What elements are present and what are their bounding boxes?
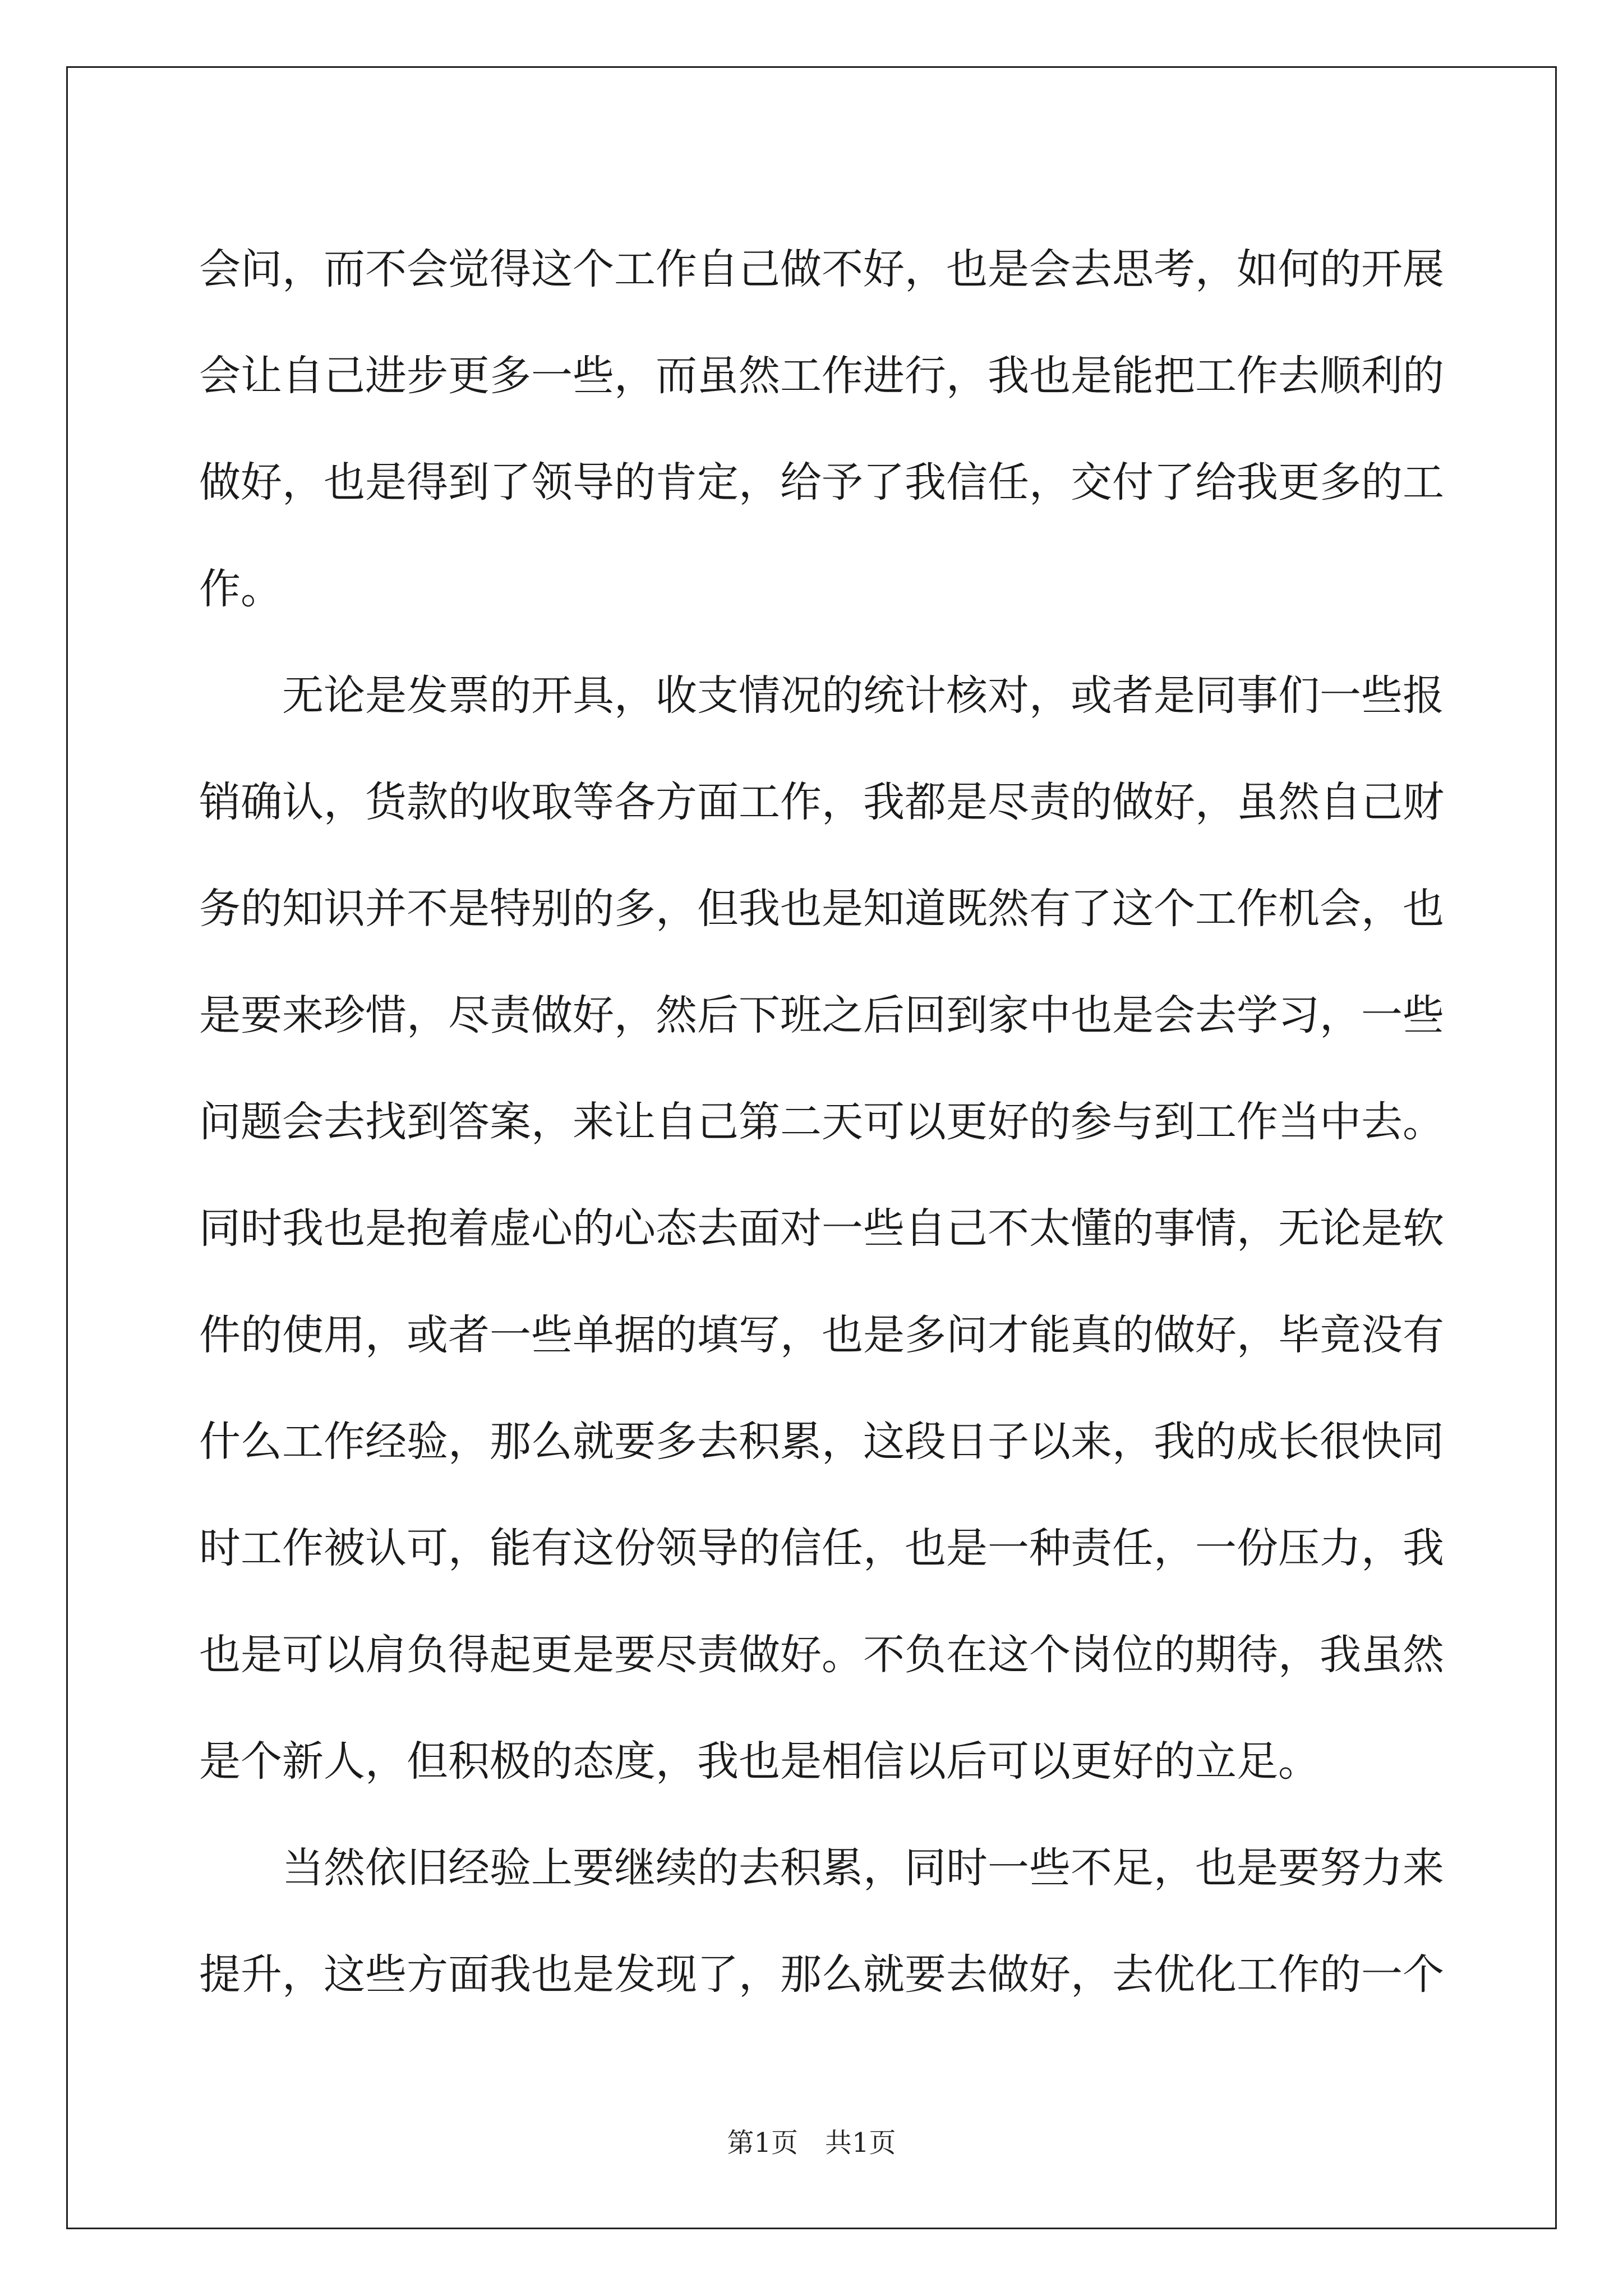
text-line-10: 同时我也是抱着虚心的心态去面对一些自己不太懂的事情，无论是软 — [199, 1204, 1444, 1253]
text-line-9: 问题会去找到答案，来让自己第二天可以更好的参与到工作当中去。 — [199, 1098, 1444, 1146]
text-line-4: 作。 — [199, 565, 282, 613]
text-line-16: 当然依旧经验上要继续的去积累，同时一些不足，也是要努力来 — [282, 1844, 1444, 1892]
text-line-7: 务的知识并不是特别的多，但我也是知道既然有了这个工作机会，也 — [199, 885, 1444, 933]
text-line-11: 件的使用，或者一些单据的填写，也是多问才能真的做好，毕竟没有 — [199, 1311, 1444, 1359]
page-footer — [0, 2126, 1623, 2160]
text-line-17: 提升，这些方面我也是发现了，那么就要去做好，去优化工作的一个 — [199, 1950, 1444, 1999]
page-total: 共1页 — [825, 2127, 896, 2159]
text-line-6: 销确认，货款的收取等各方面工作，我都是尽责的做好，虽然自己财 — [199, 778, 1444, 826]
text-line-15: 是个新人，但积极的态度，我也是相信以后可以更好的立足。 — [199, 1737, 1320, 1786]
text-line-13: 时工作被认可，能有这份领导的信任，也是一种责任，一份压力，我 — [199, 1524, 1444, 1572]
text-line-3: 做好，也是得到了领导的肯定，给予了我信任，交付了给我更多的工 — [199, 458, 1444, 507]
text-line-1: 会问，而不会觉得这个工作自己做不好，也是会去思考，如何的开展 — [199, 245, 1444, 293]
text-line-5: 无论是发票的开具，收支情况的统计核对，或者是同事们一些报 — [282, 671, 1444, 720]
text-line-14: 也是可以肩负得起更是要尽责做好。不负在这个岗位的期待，我虽然 — [199, 1631, 1444, 1679]
document-body — [199, 216, 1444, 2028]
text-line-12: 什么工作经验，那么就要多去积累，这段日子以来，我的成长很快同 — [199, 1418, 1444, 1466]
text-line-8: 是要来珍惜，尽责做好，然后下班之后回到家中也是会去学习，一些 — [199, 991, 1444, 1039]
page-number: 第1页 — [727, 2127, 798, 2159]
text-line-2: 会让自己进步更多一些，而虽然工作进行，我也是能把工作去顺利的 — [199, 352, 1444, 400]
